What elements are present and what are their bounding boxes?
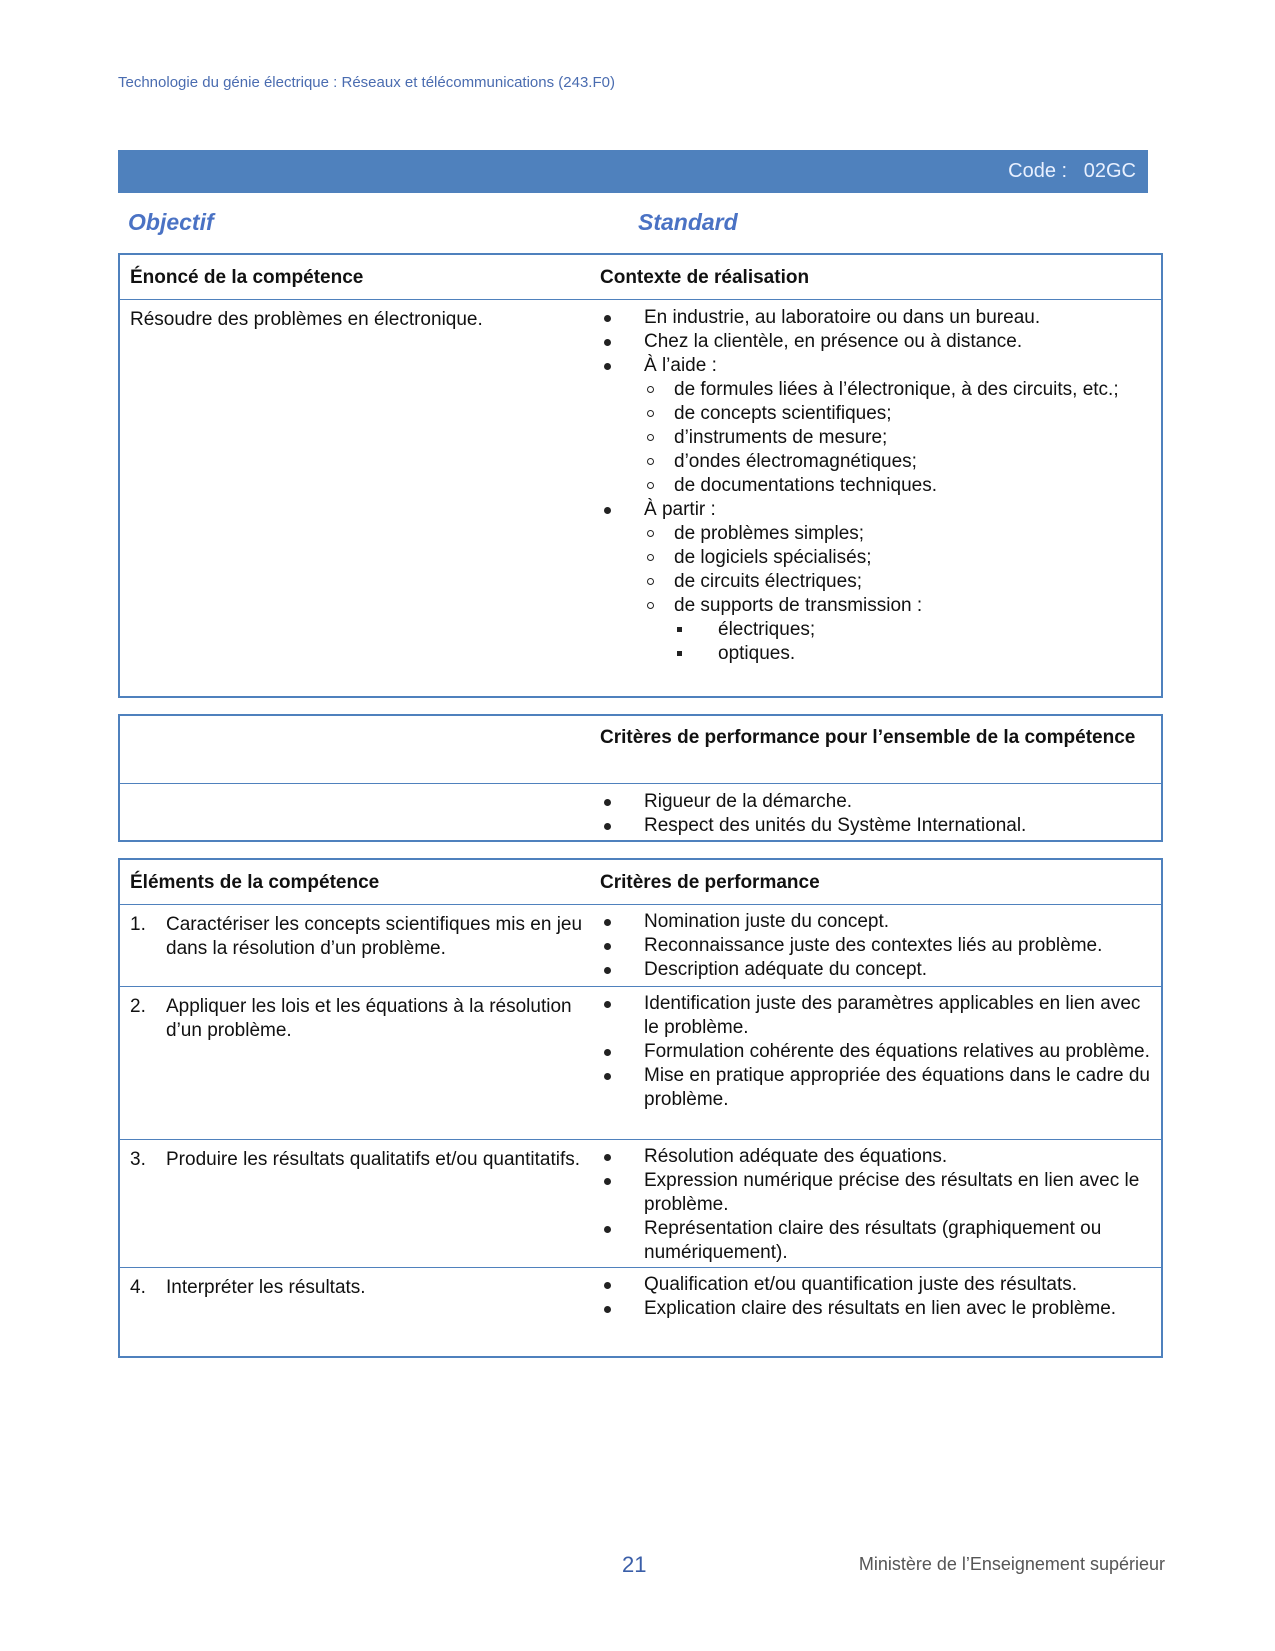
element-text: 2. Appliquer les lois et les équations à la résolution d’un problème. bbox=[130, 996, 572, 1041]
overall-criteria-list bbox=[600, 790, 1151, 838]
element-text: 4. Interpréter les résultats. bbox=[130, 1277, 366, 1298]
context-list bbox=[600, 306, 1151, 666]
context-item bbox=[600, 354, 1151, 498]
criterion-item: Résolution adéquate des équations. bbox=[600, 1145, 1151, 1169]
competence-table bbox=[118, 253, 1163, 698]
statement-header: Énoncé de la compétence bbox=[130, 267, 364, 288]
competence-statement: Résoudre des problèmes en électronique. bbox=[130, 309, 483, 330]
elements-header-row bbox=[120, 860, 1161, 905]
criteria-header: Critères de performance bbox=[600, 872, 820, 893]
context-subitem: de documentations techniques. bbox=[644, 474, 1151, 498]
element-number: 1. bbox=[130, 914, 146, 935]
element-criteria bbox=[600, 1273, 1151, 1321]
overall-criteria-header-row bbox=[120, 716, 1161, 784]
competence-code bbox=[1008, 160, 1136, 183]
element-row bbox=[120, 1268, 1161, 1356]
context-subitem: de concepts scientifiques; bbox=[644, 402, 1151, 426]
competence-body-row bbox=[120, 300, 1161, 696]
criterion-item: Rigueur de la démarche. bbox=[600, 790, 1151, 814]
running-title: Technologie du génie électrique : Réseaux et télécommunications (243.F0) bbox=[118, 74, 615, 91]
criterion-item: Formulation cohérente des équations relatives au problème. bbox=[600, 1040, 1151, 1064]
element-criteria bbox=[600, 910, 1151, 982]
code-band bbox=[118, 150, 1148, 193]
elements-header: Éléments de la compétence bbox=[130, 872, 380, 893]
code-label: Code : bbox=[1008, 160, 1068, 182]
criterion-item: Respect des unités du Système International. bbox=[600, 814, 1151, 838]
context-item: En industrie, au laboratoire ou dans un bureau. bbox=[600, 306, 1151, 330]
code-value: 02GC bbox=[1083, 160, 1136, 182]
element-row bbox=[120, 987, 1161, 1140]
element-number: 3. bbox=[130, 1149, 146, 1170]
context-subitem: d’instruments de mesure; bbox=[644, 426, 1151, 450]
context-subitem-label: de supports de transmission : bbox=[674, 595, 923, 616]
element-criteria bbox=[600, 992, 1151, 1112]
criterion-item: Représentation claire des résultats (graphiquement ou numériquement). bbox=[600, 1217, 1151, 1265]
element-text: 1. Caractériser les concepts scientifiques mis en jeu dans la résolution d’un problème. bbox=[130, 914, 583, 959]
context-item-label: À l’aide : bbox=[644, 355, 717, 376]
criterion-item: Explication claire des résultats en lien avec le problème. bbox=[600, 1297, 1151, 1321]
context-subitem: d’ondes électromagnétiques; bbox=[644, 450, 1151, 474]
context-subitem: de logiciels spécialisés; bbox=[644, 546, 1151, 570]
ministry-footer: Ministère de l’Enseignement supérieur bbox=[858, 1554, 1165, 1574]
criterion-item: Expression numérique précise des résultats en lien avec le problème. bbox=[600, 1169, 1151, 1217]
context-item-label: À partir : bbox=[644, 499, 716, 520]
overall-criteria-header: Critères de performance pour l’ensemble de la compétence bbox=[600, 727, 1136, 748]
context-header: Contexte de réalisation bbox=[600, 267, 810, 288]
context-subitem: de formules liées à l’électronique, à des circuits, etc.; bbox=[644, 378, 1151, 402]
element-number: 4. bbox=[130, 1277, 146, 1298]
objective-label: Objectif bbox=[128, 209, 214, 235]
criterion-item: Description adéquate du concept. bbox=[600, 958, 1151, 982]
context-subsubitem: électriques; bbox=[674, 618, 1151, 642]
criterion-item: Qualification et/ou quantification juste des résultats. bbox=[600, 1273, 1151, 1297]
competence-header-row bbox=[120, 255, 1161, 300]
page-number: 21 bbox=[622, 1552, 647, 1577]
section-labels bbox=[128, 209, 748, 237]
element-number: 2. bbox=[130, 996, 146, 1017]
criterion-item: Mise en pratique appropriée des équations dans le cadre du problème. bbox=[600, 1064, 1151, 1112]
element-criteria bbox=[600, 1145, 1151, 1265]
elements-table bbox=[118, 858, 1163, 1358]
context-subsubitem: optiques. bbox=[674, 642, 1151, 666]
overall-criteria-table bbox=[118, 714, 1163, 842]
standard-label: Standard bbox=[638, 209, 738, 235]
context-subitem: de problèmes simples; bbox=[644, 522, 1151, 546]
overall-criteria-body-row bbox=[120, 784, 1161, 840]
criterion-item: Identification juste des paramètres applicables en lien avec le problème. bbox=[600, 992, 1151, 1040]
context-subitem: de circuits électriques; bbox=[644, 570, 1151, 594]
context-item: Chez la clientèle, en présence ou à distance. bbox=[600, 330, 1151, 354]
element-row bbox=[120, 1140, 1161, 1268]
element-text: 3. Produire les résultats qualitatifs et/ou quantitatifs. bbox=[130, 1149, 581, 1170]
criterion-item: Nomination juste du concept. bbox=[600, 910, 1151, 934]
context-item bbox=[600, 498, 1151, 666]
element-row bbox=[120, 905, 1161, 987]
criterion-item: Reconnaissance juste des contextes liés au problème. bbox=[600, 934, 1151, 958]
context-subitem bbox=[644, 594, 1151, 666]
